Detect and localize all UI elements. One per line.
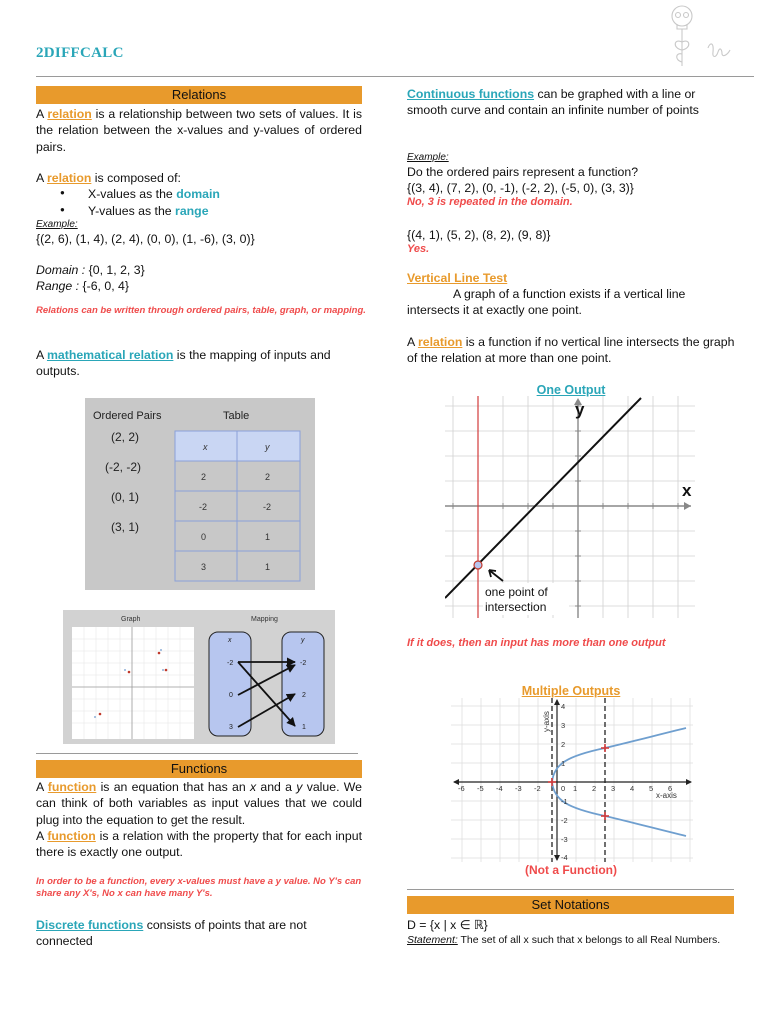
example-answer-1: No, 3 is repeated in the domain.	[407, 196, 573, 208]
pair-item: (0, 1)	[111, 490, 140, 504]
function-definition: A function is an equation that has an x and a y value. We can think of both variables as input values that we could plug into the equation to get the result.	[36, 780, 362, 827]
x-tick: 5	[649, 784, 654, 793]
table-cell: 0	[201, 532, 207, 542]
x-tick: -6	[458, 784, 465, 793]
example-question: Do the ordered pairs represent a function?	[407, 165, 639, 179]
functions-note: In order to be a function, every x-values must have a y value. No Y's can share any X's, No x can have many Y's.	[36, 876, 362, 900]
bullet-range: ● Y-values as the range	[88, 203, 362, 219]
x-tick: 3	[611, 784, 616, 793]
table-cell: -2	[263, 502, 272, 512]
not-a-function-label: (Not a Function)	[525, 863, 617, 877]
set-notations-divider	[407, 889, 734, 890]
x-tick: -3	[515, 784, 522, 793]
table-cell: 2	[201, 472, 207, 482]
y-axis-title: y-axis	[542, 711, 551, 732]
x-tick: 6	[668, 784, 673, 793]
ordered-pairs-title: Ordered Pairs	[93, 410, 162, 422]
annotation-arrow	[489, 570, 503, 581]
multiple-output-note: If it does, then an input has more than one output	[407, 637, 666, 649]
y-tick: 2	[561, 740, 566, 749]
mapping-input: 0	[229, 692, 233, 699]
x-axis-label: x	[682, 481, 692, 500]
y-tick: 1	[561, 759, 566, 768]
brand-title: 2DIFFCALC	[36, 45, 124, 61]
y-tick: -4	[561, 853, 568, 862]
y-axis-label: y	[575, 400, 585, 419]
mapping-title: Mapping	[251, 616, 278, 623]
y-tick: -3	[561, 835, 568, 844]
relations-heading: Relations	[36, 86, 362, 104]
y-tick: -1	[561, 797, 568, 806]
annotation-line-2: intersection	[485, 600, 547, 614]
mapping-input: -2	[227, 660, 234, 667]
multiple-outputs-caption: Multiple Outputs	[521, 684, 621, 698]
function-line	[445, 398, 641, 598]
relation-definition: A relation is a relationship between two sets of values. It is the relation between the x-values and y-values of ordered pairs.	[36, 107, 362, 154]
ordered-pairs-table-figure	[85, 398, 315, 590]
x-tick: 1	[573, 784, 578, 793]
example-set-1: {(3, 4), (7, 2), (0, -1), (-2, 2), (-5, 0), (3, 3)}	[407, 181, 634, 195]
intersection-point	[474, 561, 482, 569]
y-tick: 4	[561, 702, 566, 711]
functions-heading: Functions	[36, 760, 362, 778]
one-output-graph	[445, 396, 695, 618]
x-tick: 2	[592, 784, 597, 793]
x-tick: -2	[534, 784, 541, 793]
table-header-x: x	[203, 442, 208, 452]
x-tick: 4	[630, 784, 635, 793]
skull-logo-icon	[650, 2, 750, 74]
x-tick: 0	[561, 784, 566, 793]
set-notation-statement: Statement: The set of all x such that x belongs to all Real Numbers.	[407, 934, 721, 946]
mapping-col-y: y	[301, 637, 305, 644]
example-set-2: {(4, 1), (5, 2), (8, 2), (9, 8)}	[407, 228, 551, 242]
example-answer-2: Yes.	[407, 243, 430, 255]
y-tick: 3	[561, 721, 566, 730]
mapping-input: 3	[229, 724, 233, 731]
mapping-output: 1	[302, 724, 306, 731]
one-output-caption: One Output	[536, 383, 606, 397]
vertical-line-test-title: Vertical Line Test	[407, 271, 508, 285]
function-property: A function is a relation with the property that for each input there is exactly one output.	[36, 829, 362, 860]
relations-example-label: Example:	[36, 219, 78, 230]
graph-title: Graph	[121, 616, 141, 623]
table-title: Table	[223, 410, 250, 422]
relations-note: Relations can be written through ordered pairs, table, graph, or mapping.	[36, 305, 366, 316]
range-line: Range : {-6, 0, 4}	[36, 279, 129, 293]
header-divider	[36, 76, 754, 77]
mapping-output: -2	[300, 660, 307, 667]
functions-divider	[36, 753, 358, 754]
table-cell: 3	[201, 562, 207, 572]
set-notations-heading: Set Notations	[407, 896, 734, 914]
table-header-y: y	[265, 442, 270, 452]
continuous-functions-text: Continuous functions can be graphed with a line or smooth curve and contain an infinite number of points	[407, 87, 699, 118]
relation-function-rule: A relation is a function if no vertical line intersects the graph of the relation at more than one point.	[407, 335, 735, 366]
upper-branch	[552, 728, 686, 782]
mapping-output: 2	[302, 692, 306, 699]
vertical-line-test-text: A graph of a function exists if a vertical line intersects it at exactly one point.	[407, 287, 686, 318]
x-tick: -5	[477, 784, 484, 793]
y-tick: -2	[561, 816, 568, 825]
pair-item: (2, 2)	[111, 430, 140, 444]
right-example-label: Example:	[407, 152, 449, 163]
set-notation-formula: D = {x | x ∈ ℝ}	[407, 918, 488, 932]
table-cell: -2	[199, 502, 208, 512]
table-cell: 1	[265, 532, 271, 542]
relations-example-set: {(2, 6), (1, 4), (2, 4), (0, 0), (1, -6), (3, 0)}	[36, 232, 255, 246]
table-cell: 2	[265, 472, 271, 482]
mathematical-relation-text: A mathematical relation is the mapping of inputs and outputs.	[36, 348, 331, 379]
relation-composition: A relation is composed of: ● X-values as the domain ● Y-values as the range	[36, 170, 362, 219]
annotation-line-1: one point of	[485, 585, 548, 599]
mapping-col-x: x	[228, 637, 232, 644]
x-tick: -4	[496, 784, 503, 793]
relation-term: relation	[47, 107, 92, 121]
bullet-domain: ● X-values as the domain	[88, 186, 362, 202]
discrete-functions-text: Discrete functions consists of points that are not connected	[36, 918, 307, 949]
pair-item: (3, 1)	[111, 520, 140, 534]
pair-item: (-2, -2)	[105, 460, 141, 474]
domain-line: Domain : {0, 1, 2, 3}	[36, 263, 145, 277]
multiple-outputs-graph	[451, 698, 693, 862]
graph-mapping-figure	[63, 610, 335, 744]
table-cell: 1	[265, 562, 271, 572]
x-axis-title: x-axis	[656, 791, 677, 800]
